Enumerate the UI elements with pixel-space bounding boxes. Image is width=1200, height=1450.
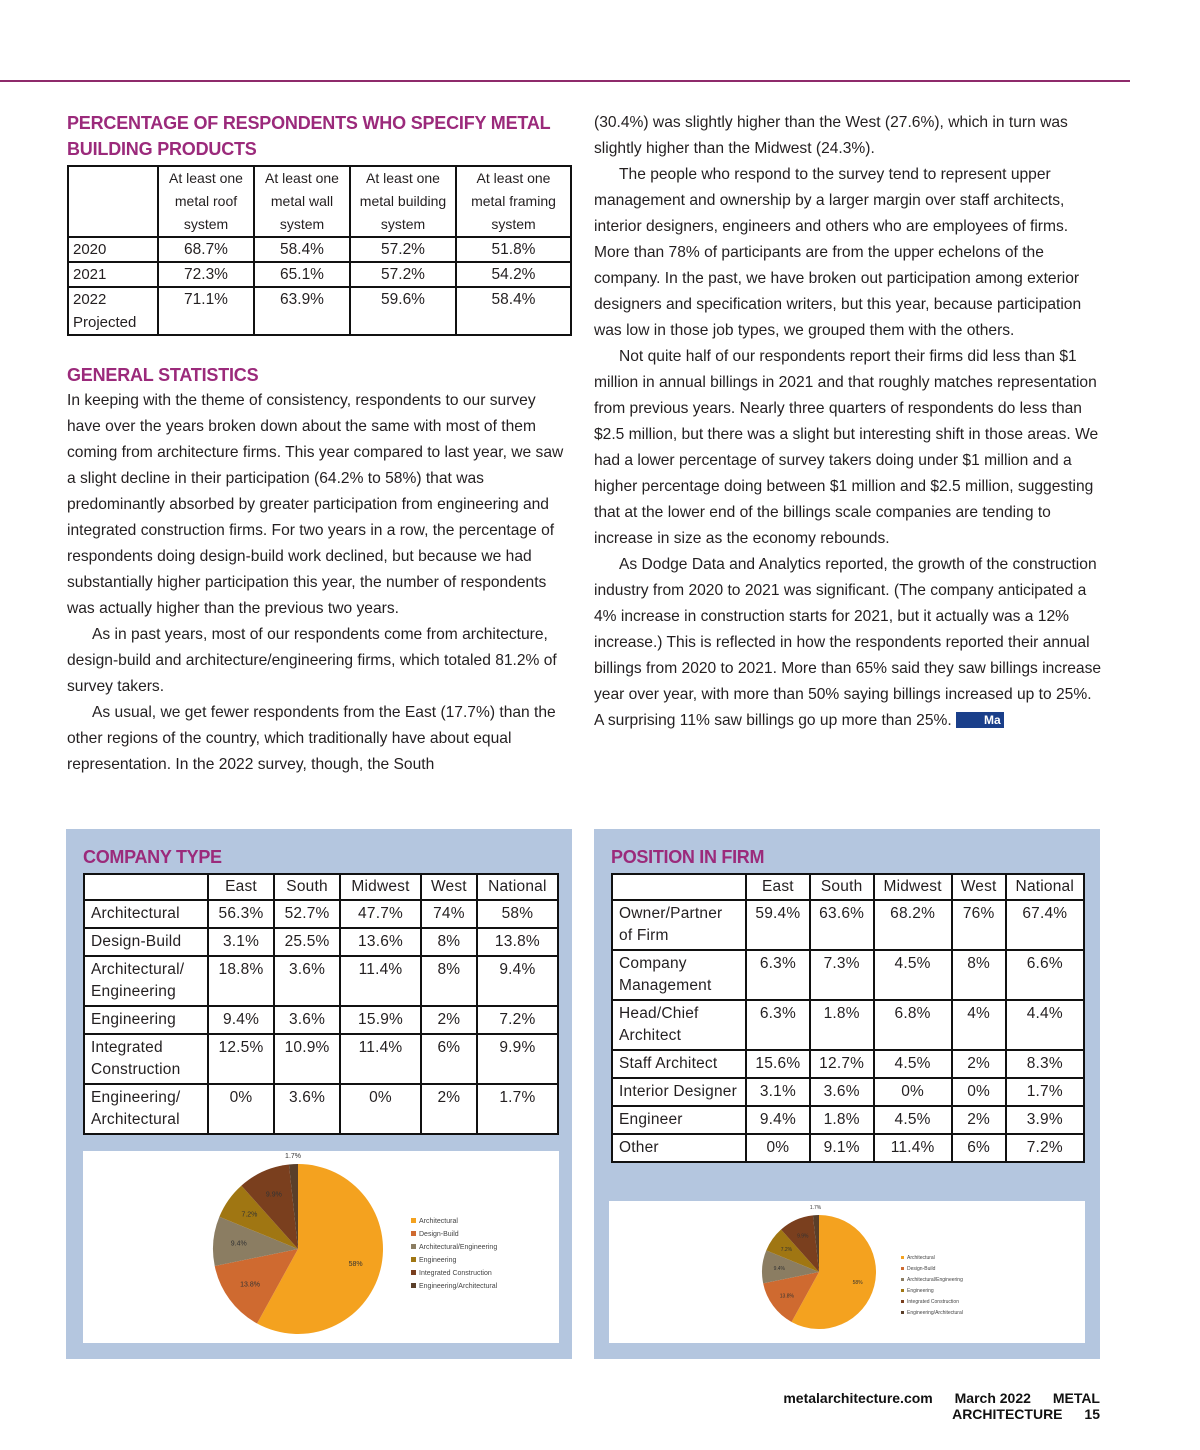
position-header-cell: Midwest: [874, 874, 952, 900]
position-cell: 9.4%: [746, 1106, 810, 1134]
right-paragraph-2: The people who respond to the survey tend to represent upper management and ownership by a larger margin over staff architects, interior designers, engineers and others who are employees of firms. More than 78% of participants are from the upper echelons of the company. In the past, we have broken out participation among exterior designers and specification writers, but this year, because participation was low in those job types, we grouped them with the others.: [594, 166, 1082, 339]
company-cell: 10.9%: [274, 1034, 340, 1084]
company-cell: 9.4%: [477, 956, 558, 1006]
spec-year: 2021: [68, 262, 158, 287]
spec-value: 71.1%: [158, 287, 254, 335]
position-cell: 3.9%: [1006, 1106, 1084, 1134]
footer-site: metalarchitecture.com: [783, 1390, 933, 1406]
company-cell: 15.9%: [340, 1006, 421, 1034]
position-cell: 76%: [952, 900, 1006, 950]
company-cell: 6%: [421, 1034, 477, 1084]
position-row-label: Engineer: [612, 1106, 746, 1134]
position-cell: 11.4%: [874, 1134, 952, 1162]
position-cell: 3.6%: [810, 1078, 874, 1106]
position-header-row: [612, 874, 1084, 900]
page-footer: [700, 1390, 1100, 1422]
position-cell: 9.1%: [810, 1134, 874, 1162]
position-cell: 12.7%: [810, 1050, 874, 1078]
company-cell: 9.4%: [208, 1006, 274, 1034]
legend-swatch: [411, 1270, 416, 1275]
pie-data-label: 9.9%: [797, 1233, 809, 1240]
position-row: [612, 900, 1084, 950]
spec-year: 2022 Projected: [68, 287, 158, 335]
company-cell: 47.7%: [340, 900, 421, 928]
position-table: [611, 873, 1085, 1163]
position-pie-panel: [609, 1201, 1085, 1343]
spec-value: 72.3%: [158, 262, 254, 287]
pie-data-label: 1.7%: [809, 1205, 822, 1212]
position-cell: 2%: [952, 1050, 1006, 1078]
spec-value: 65.1%: [254, 262, 350, 287]
spec-header-wall: At least one metal wall system: [254, 166, 350, 237]
legend-label: Engineering: [419, 1257, 457, 1264]
company-header-cell: Midwest: [340, 874, 421, 900]
right-column: [594, 110, 1104, 734]
spec-value: 59.6%: [350, 287, 456, 335]
legend-label: Design-Build: [419, 1231, 459, 1238]
legend-label: Engineering: [907, 1288, 934, 1294]
pie-data-label: 58%: [348, 1260, 363, 1268]
spec-header-framing: At least one metal framing system: [456, 166, 571, 237]
company-cell: 1.7%: [477, 1084, 558, 1134]
position-cell: 0%: [874, 1078, 952, 1106]
spec-header-row: [68, 166, 571, 237]
legend-swatch: [411, 1257, 416, 1262]
legend-label: Integrated Construction: [907, 1299, 959, 1305]
company-row-label: Engineering/ Architectural: [84, 1084, 208, 1134]
legend-swatch: [411, 1218, 416, 1223]
legend-swatch: [901, 1311, 904, 1314]
spec-value: 51.8%: [456, 237, 571, 262]
legend-swatch: [411, 1231, 416, 1236]
ma-logo: Ma: [956, 712, 1004, 728]
position-row: [612, 1078, 1084, 1106]
company-cell: 52.7%: [274, 900, 340, 928]
company-header-cell: South: [274, 874, 340, 900]
position-cell: 6.6%: [1006, 950, 1084, 1000]
right-paragraph-1: (30.4%) was slightly higher than the West (27.6%), which in turn was slightly higher than the Midwest (24.3%).: [594, 114, 1068, 157]
legend-swatch: [901, 1256, 904, 1259]
legend-label: Integrated Construction: [419, 1270, 492, 1277]
spec-value: 58.4%: [254, 237, 350, 262]
position-cell: 4%: [952, 1000, 1006, 1050]
top-rule: [0, 80, 1130, 82]
legend-label: Engineering/Architectural: [419, 1283, 498, 1290]
position-cell: 6%: [952, 1134, 1006, 1162]
company-cell: 3.6%: [274, 1084, 340, 1134]
position-header-cell: West: [952, 874, 1006, 900]
spec-header-roof: At least one metal roof system: [158, 166, 254, 237]
right-paragraph-4-text: As Dodge Data and Analytics reported, the growth of the construction industry from 2020 to 2021 was significant. (The company anticipated a 4% increase in construction starts for 2021, but it actually was a 12% increase.) This is reflected in how the respondents reported their annual billings from 2020 to 2021. More than 65% said they saw billings increase year over year, with more than 50% saying billings increased up to 25%. A surprising 11% saw billings go up more than 25%.: [594, 556, 1102, 729]
position-row-label: Interior Designer: [612, 1078, 746, 1106]
position-cell: 4.5%: [874, 1106, 952, 1134]
company-cell: 7.2%: [477, 1006, 558, 1034]
company-cell: 8%: [421, 956, 477, 1006]
legend-swatch: [901, 1300, 904, 1303]
position-row: [612, 1134, 1084, 1162]
company-header-cell: East: [208, 874, 274, 900]
company-row-label: Architectural/ Engineering: [84, 956, 208, 1006]
company-row: [84, 900, 558, 928]
position-row: [612, 1050, 1084, 1078]
pie-data-label: 9.4%: [773, 1266, 785, 1273]
company-cell: 3.6%: [274, 1006, 340, 1034]
company-cell: 58%: [477, 900, 558, 928]
legend-label: Architectural/Engineering: [419, 1244, 498, 1251]
position-cell: 15.6%: [746, 1050, 810, 1078]
position-cell: 4.5%: [874, 1050, 952, 1078]
legend-swatch: [411, 1283, 416, 1288]
pie-data-label: 13.8%: [779, 1293, 794, 1300]
position-header-cell: National: [1006, 874, 1084, 900]
company-row-label: Engineering: [84, 1006, 208, 1034]
general-paragraph-1: In keeping with the theme of consistency, respondents to our survey have over the years broken down about the same with most of them coming from architecture firms. This year compared to last year, we saw a slight decline in their participation (64.2% to 58%) that was predominantly absorbed by greater participation from engineering and integrated construction firms. For two years in a row, the percentage of respondents doing design-build work declined, but because we had substantially higher participation this year, the number of respondents was actually higher than the previous two years.: [67, 392, 564, 617]
spec-row: [68, 287, 571, 335]
pie-data-label: 58%: [852, 1279, 863, 1286]
position-cell: 0%: [746, 1134, 810, 1162]
legend-label: Architectural/Engineering: [907, 1277, 963, 1283]
company-header-row: [84, 874, 558, 900]
right-paragraph-3: Not quite half of our respondents report their firms did less than $1 million in annual billings in 2021 and that roughly matches representation from previous years. Nearly three quarters of respondents do less than $2.5 million, but there was a slight but interesting shift in those areas. We had a lower percentage of survey takers doing under $1 million and a higher percentage doing between $1 million and $2.5 million, suggesting that at the lower end of the billings scale companies are tending to increase in size as the economy rebounds.: [594, 348, 1099, 547]
right-paragraph-4: [594, 552, 1104, 734]
pie-data-label: 1.7%: [285, 1153, 302, 1161]
company-cell: 2%: [421, 1084, 477, 1134]
company-row-label: Design-Build: [84, 928, 208, 956]
company-cell: 2%: [421, 1006, 477, 1034]
company-row: [84, 956, 558, 1006]
company-cell: 74%: [421, 900, 477, 928]
position-cell: 7.3%: [810, 950, 874, 1000]
position-cell: 8.3%: [1006, 1050, 1084, 1078]
position-header-cell: South: [810, 874, 874, 900]
company-cell: 3.1%: [208, 928, 274, 956]
position-cell: 6.8%: [874, 1000, 952, 1050]
legend-swatch: [901, 1267, 904, 1270]
pie-data-label: 7.2%: [241, 1211, 258, 1219]
position-cell: 67.4%: [1006, 900, 1084, 950]
company-cell: 0%: [340, 1084, 421, 1134]
pie-data-label: 7.2%: [780, 1246, 793, 1253]
position-cell: 0%: [952, 1078, 1006, 1106]
company-cell: 18.8%: [208, 956, 274, 1006]
position-cell: 4.5%: [874, 950, 952, 1000]
company-row: [84, 928, 558, 956]
position-cell: 2%: [952, 1106, 1006, 1134]
position-row-label: Company Management: [612, 950, 746, 1000]
pie-data-label: 9.9%: [265, 1191, 282, 1199]
general-paragraph-3: As usual, we get fewer respondents from the East (17.7%) than the other regions of the country, which traditionally have about equal representation. In the 2022 survey, though, the South: [67, 704, 556, 773]
position-cell: 6.3%: [746, 950, 810, 1000]
company-cell: 11.4%: [340, 956, 421, 1006]
legend-label: Engineering/Architectural: [907, 1310, 963, 1316]
company-cell: 12.5%: [208, 1034, 274, 1084]
spec-year: 2020: [68, 237, 158, 262]
left-column: [67, 110, 572, 778]
company-cell: 13.8%: [477, 928, 558, 956]
spec-row: [68, 237, 571, 262]
position-cell: 1.7%: [1006, 1078, 1084, 1106]
legend-label: Design-Build: [907, 1266, 936, 1272]
company-cell: 3.6%: [274, 956, 340, 1006]
position-cell: 6.3%: [746, 1000, 810, 1050]
company-cell: 25.5%: [274, 928, 340, 956]
position-row: [612, 1000, 1084, 1050]
position-cell: 1.8%: [810, 1000, 874, 1050]
company-row-label: Integrated Construction: [84, 1034, 208, 1084]
pie-data-label: 13.8%: [240, 1281, 261, 1289]
spec-header-building: At least one metal building system: [350, 166, 456, 237]
company-header-cell: West: [421, 874, 477, 900]
spec-row: [68, 262, 571, 287]
spec-table-title: PERCENTAGE OF RESPONDENTS WHO SPECIFY METAL BUILDING PRODUCTS: [67, 113, 551, 159]
company-row-label: Architectural: [84, 900, 208, 928]
spec-value: 57.2%: [350, 262, 456, 287]
position-cell: 7.2%: [1006, 1134, 1084, 1162]
spec-value: 54.2%: [456, 262, 571, 287]
company-row: [84, 1084, 558, 1134]
position-cell: 63.6%: [810, 900, 874, 950]
company-type-table: [83, 873, 559, 1135]
position-row-label: Staff Architect: [612, 1050, 746, 1078]
company-cell: 9.9%: [477, 1034, 558, 1084]
pie-data-label: 9.4%: [230, 1240, 247, 1248]
position-cell: 1.8%: [810, 1106, 874, 1134]
legend-swatch: [901, 1278, 904, 1281]
footer-page-number: 15: [1084, 1406, 1100, 1422]
spec-value: 57.2%: [350, 237, 456, 262]
company-row: [84, 1034, 558, 1084]
position-box: [594, 829, 1100, 1359]
legend-label: Architectural: [907, 1255, 935, 1261]
company-type-box: [66, 829, 572, 1359]
legend-swatch: [411, 1244, 416, 1249]
company-row: [84, 1006, 558, 1034]
spec-value: 58.4%: [456, 287, 571, 335]
position-header-cell: East: [746, 874, 810, 900]
company-cell: 11.4%: [340, 1034, 421, 1084]
position-row-label: Head/Chief Architect: [612, 1000, 746, 1050]
company-cell: 13.6%: [340, 928, 421, 956]
position-cell: 8%: [952, 950, 1006, 1000]
general-paragraph-2: As in past years, most of our respondents come from architecture, design-build and architecture/engineering firms, which totaled 81.2% of survey takers.: [67, 626, 557, 695]
legend-swatch: [901, 1289, 904, 1292]
company-cell: 0%: [208, 1084, 274, 1134]
position-cell: 68.2%: [874, 900, 952, 950]
position-row: [612, 1106, 1084, 1134]
spec-table: [67, 165, 572, 336]
position-pie-chart: [609, 1201, 1085, 1343]
position-row-label: Owner/Partner of Firm: [612, 900, 746, 950]
position-cell: 3.1%: [746, 1078, 810, 1106]
company-pie-chart: [83, 1151, 559, 1343]
company-type-title: COMPANY TYPE: [83, 847, 222, 867]
legend-label: Architectural: [419, 1218, 458, 1225]
position-title: POSITION IN FIRM: [611, 847, 765, 867]
spec-header-blank: [68, 166, 158, 237]
company-cell: 56.3%: [208, 900, 274, 928]
company-pie-panel: [83, 1151, 559, 1343]
position-row: [612, 950, 1084, 1000]
footer-date: March 2022: [954, 1390, 1031, 1406]
company-header-cell: [84, 874, 208, 900]
footer-magazine: METAL ARCHITECTURE: [952, 1390, 1100, 1422]
company-header-cell: National: [477, 874, 558, 900]
position-cell: 59.4%: [746, 900, 810, 950]
company-cell: 8%: [421, 928, 477, 956]
position-cell: 4.4%: [1006, 1000, 1084, 1050]
spec-value: 63.9%: [254, 287, 350, 335]
general-stats-title: GENERAL STATISTICS: [67, 365, 259, 385]
spec-value: 68.7%: [158, 237, 254, 262]
position-row-label: Other: [612, 1134, 746, 1162]
position-header-cell: [612, 874, 746, 900]
